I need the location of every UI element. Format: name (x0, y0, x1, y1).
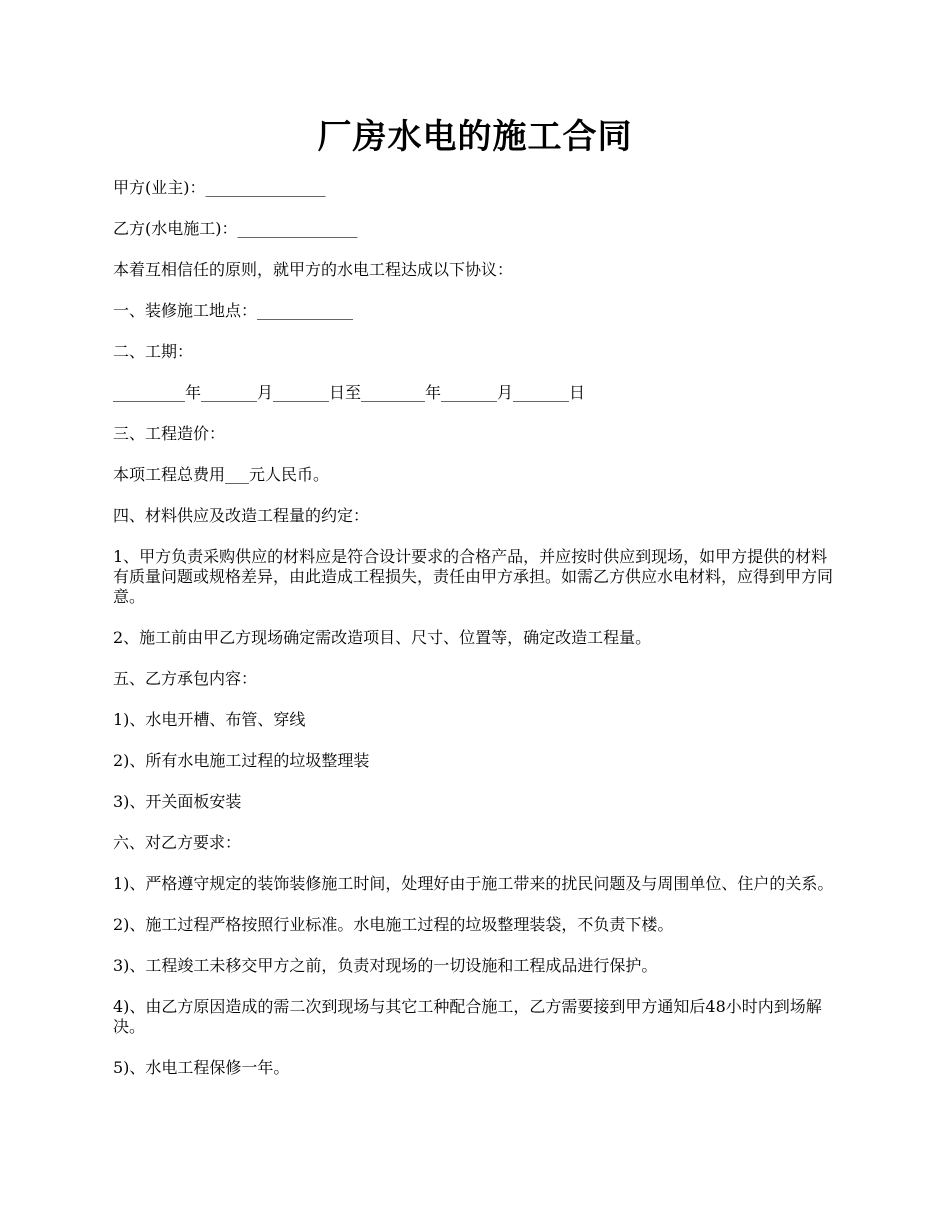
section-2-heading: 二、工期： (113, 342, 194, 361)
document-body (113, 178, 841, 1099)
section-5-item-2: 2)、所有水电施工过程的垃圾整理装 (113, 751, 370, 770)
section-5-heading: 五、乙方承包内容： (113, 669, 258, 688)
section-5-item-1: 1)、水电开槽、布管、穿线 (113, 710, 306, 729)
section-5-item-3: 3)、开关面板安装 (113, 792, 242, 811)
document-title: 厂房水电的施工合同 (317, 117, 633, 157)
section-4-clause-1: 1、甲方负责采购供应的材料应是符合设计要求的合格产品，并应按时供应到现场，如甲方提供的材料有质量问题或规格差异，由此造成工程损失，责任由甲方承担。如需乙方供应水电材料，应得到甲方同意。 (113, 547, 834, 606)
total-cost-line: 本项工程总费用___元人民币。 (113, 465, 330, 484)
section-6-item-5: 5)、水电工程保修一年。 (113, 1058, 290, 1077)
section-6-item-2: 2)、施工过程严格按照行业标准。水电施工过程的垃圾整理装袋，不负责下楼。 (113, 915, 674, 934)
preamble: 本着互相信任的原则，就甲方的水电工程达成以下协议： (113, 260, 514, 279)
section-3-heading: 三、工程造价： (113, 424, 226, 443)
section-4-clause-2: 2、施工前由甲乙方现场确定需改造项目、尺寸、位置等，确定改造工程量。 (113, 628, 652, 647)
section-4-heading: 四、材料供应及改造工程量的约定： (113, 506, 370, 525)
section-6-heading: 六、对乙方要求： (113, 833, 242, 852)
party-b-line: 乙方(水电施工)：_______________ (113, 219, 358, 238)
party-a-line: 甲方(业主)：_______________ (113, 178, 326, 197)
section-6-item-1: 1)、严格遵守规定的装饰装修施工时间，处理好由于施工带来的扰民问题及与周围单位、住户的关系。 (113, 874, 834, 893)
section-1-location: 一、装修施工地点：____________ (113, 301, 354, 320)
section-6-item-3: 3)、工程竣工未移交甲方之前，负责对现场的一切设施和工程成品进行保护。 (113, 956, 658, 975)
period-line: _________年_______月_______日至________年_______月_______日 (113, 383, 586, 402)
section-6-item-4: 4)、由乙方原因造成的需二次到现场与其它工种配合施工，乙方需要接到甲方通知后48小时内到场解决。 (113, 997, 822, 1036)
